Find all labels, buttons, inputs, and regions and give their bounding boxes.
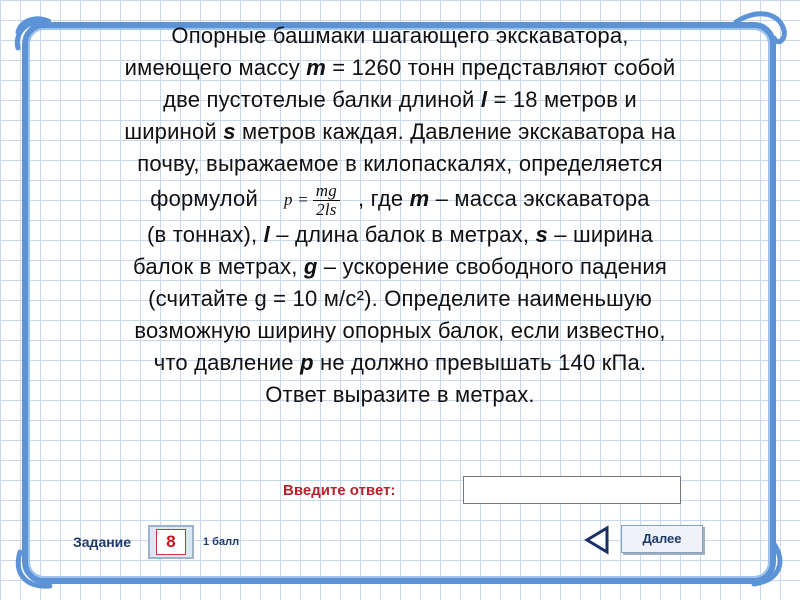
problem-line: балок в метрах, g – ускорение свободного падения	[133, 253, 667, 279]
problem-line: формулой p = $\frac{mg}{2ls}$ , где m – масса экскаватора	[150, 180, 650, 219]
next-button[interactable]: Далее	[621, 525, 703, 553]
corner-swirl-bottom-left-icon	[10, 548, 70, 594]
variable-g: g	[303, 253, 318, 279]
problem-line: возможную ширину опорных балок, если известно,	[134, 317, 666, 343]
variable-s: s	[223, 119, 236, 144]
pressure-formula	[284, 182, 340, 219]
problem-line: что давление p не должно превышать 140 кПа.	[153, 349, 647, 375]
formula-fraction	[313, 182, 340, 219]
problem-line: Ответ выразите в метрах.	[265, 381, 535, 407]
variable-l: l	[263, 221, 270, 247]
task-label: Задание	[73, 534, 132, 550]
variable-l: l	[480, 87, 488, 112]
answer-input[interactable]	[463, 476, 681, 504]
problem-text	[40, 20, 760, 411]
formula-numerator: mg	[313, 182, 340, 201]
variable-s: s	[535, 221, 548, 247]
problem-line: имеющего массу m = 1260 тонн представляют собой	[124, 55, 676, 80]
points-label: 1 балл	[203, 536, 240, 548]
problem-line: почву, выражаемое в килопаскалях, определяется	[137, 151, 663, 176]
formula-lhs: p =	[283, 190, 309, 210]
formula-denominator: 2ls	[316, 199, 337, 219]
variable-p: p	[300, 349, 314, 375]
triangle-left-icon	[583, 525, 611, 555]
problem-line: (считайте g = 10 м/с²). Определите наименьшую	[148, 285, 652, 311]
problem-line: Опорные башмаки шагающего экскаватора,	[171, 23, 629, 48]
back-button[interactable]	[583, 525, 611, 555]
variable-m: m	[409, 186, 430, 211]
task-number-box	[148, 525, 194, 559]
problem-line: (в тоннах), l – длина балок в метрах, s – ширина	[146, 221, 654, 247]
problem-line: шириной s метров каждая. Давление экскаватора на	[124, 119, 676, 144]
variable-m: m	[306, 55, 326, 80]
answer-label: Введите ответ:	[283, 482, 396, 499]
corner-swirl-bottom-right-icon	[734, 540, 794, 590]
problem-line: две пустотелые балки длиной l = 18 метров и	[163, 87, 637, 112]
task-number: 8	[156, 529, 186, 555]
